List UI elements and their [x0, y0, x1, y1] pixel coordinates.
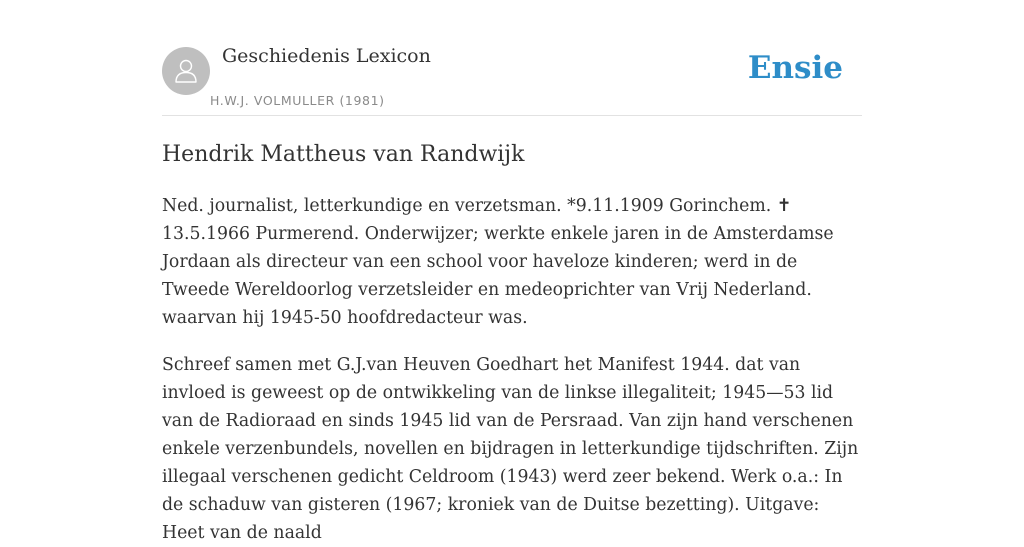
article-paragraph: Schreef samen met G.J.van Heuven Goedhart het Manifest 1944. dat van invloed is geweest op de ontwikkeling van de linkse illegaliteit; 1945—53 lid van de Radioraad en sinds 1945 lid van de Persraad. Van zijn hand verschenen enkele verzenbundels, novellen en bijdragen in letterkundige tijdschriften. Zijn illegaal verschenen gedicht Celdroom (1943) werd zeer bekend. Werk o.a.: In de schaduw van gisteren (1967; kroniek van de Duitse bezetting). Uitgave: Heet van de naald: [162, 355, 859, 543]
source-title-link[interactable]: Geschiedenis Lexicon: [222, 45, 431, 67]
source-author: H.W.J. VOLMULLER (1981): [210, 93, 385, 108]
avatar[interactable]: [162, 47, 210, 95]
article-paragraph: Ned. journalist, letterkundige en verzetsman. *9.11.1909 Gorinchem. ✝ 13.5.1966 Purmerend. Onderwijzer; werkte enkele jaren in de Amsterdamse Jordaan als directeur van een school voor haveloze kinderen; werd in de Tweede Wereldoorlog verzetsleider en medeoprichter van Vrij Nederland. waarvan hij 1945-50 hoofdredacteur was.: [162, 196, 834, 328]
article: [162, 140, 862, 547]
person-icon: [171, 56, 201, 86]
article-title: Hendrik Mattheus van Randwijk: [162, 142, 525, 167]
ensie-logo-link[interactable]: Ensie: [747, 50, 843, 86]
source-header: [162, 0, 862, 116]
